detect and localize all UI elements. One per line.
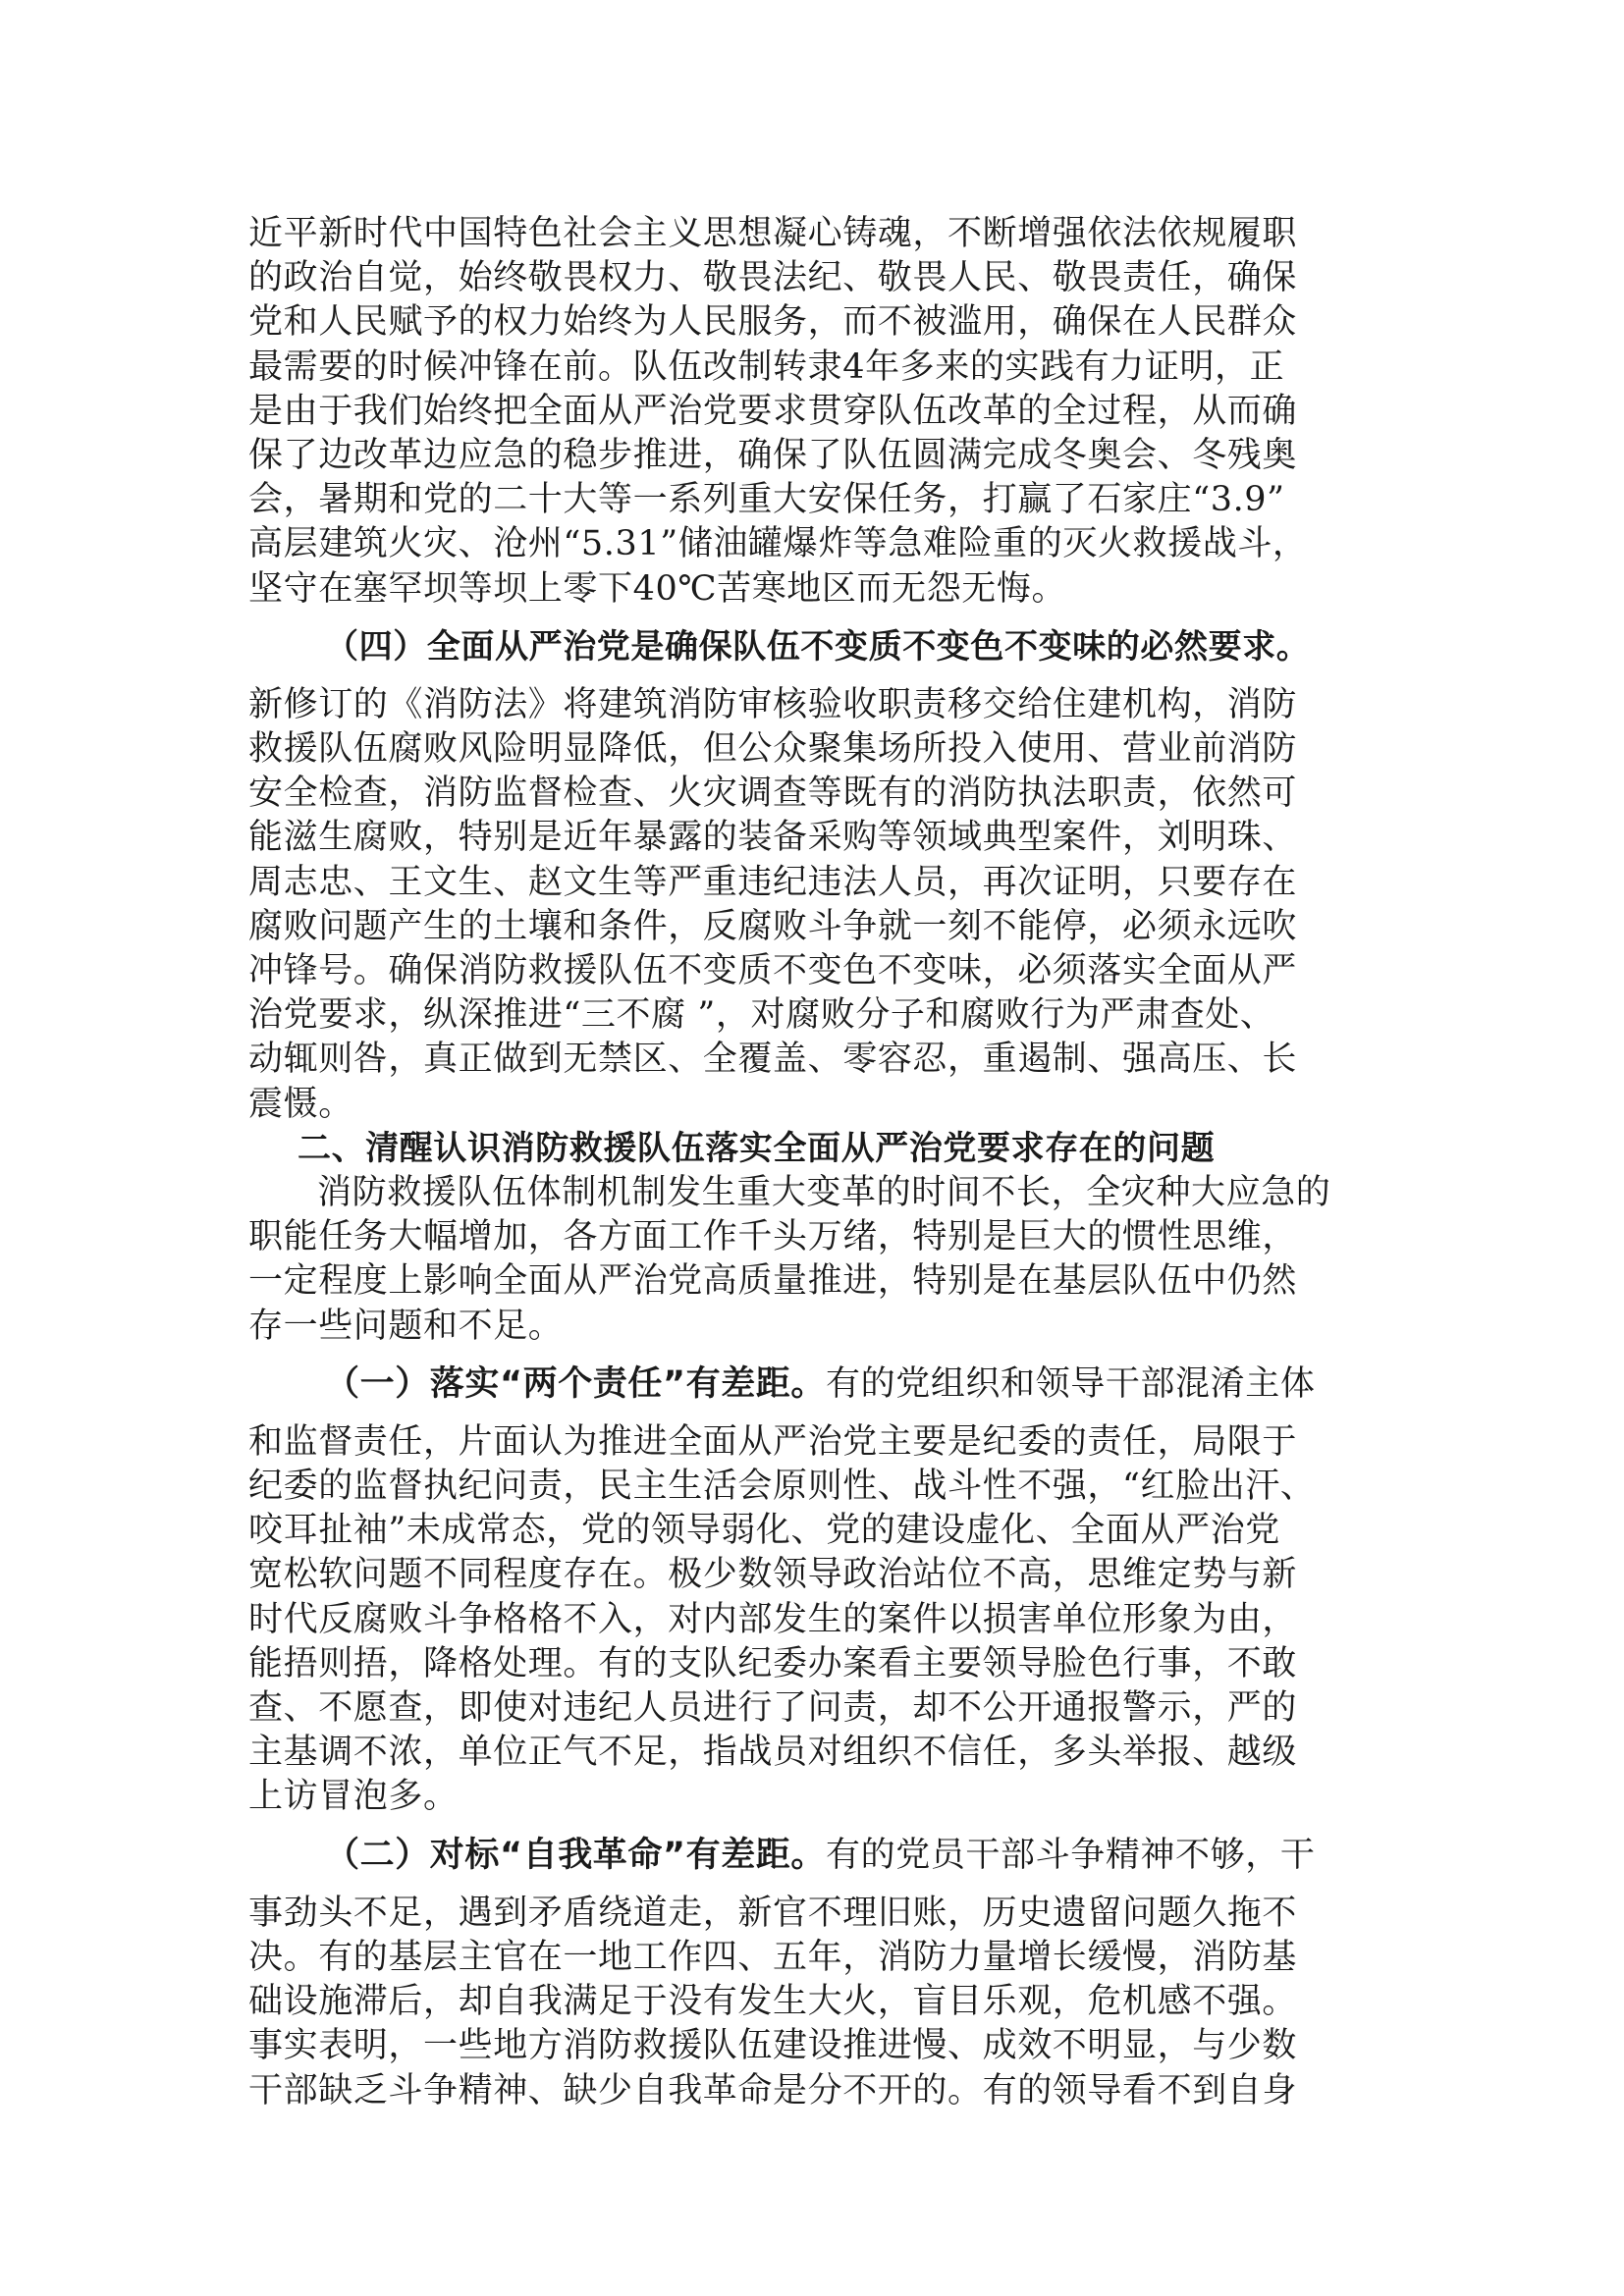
item-one-lead (248, 1362, 1385, 1407)
paragraph-line: 纪委的监督执纪问责，民主生活会原则性、战斗性不强，“红脸出汗、 (248, 1467, 1316, 1507)
paragraph-line: 的政治自觉，始终敬畏权力、敬畏法纪、敬畏人民、敬畏责任，确保 (248, 258, 1298, 298)
paragraph-line: 职能任务大幅增加，各方面工作千头万绪，特别是巨大的惯性思维， (248, 1217, 1298, 1257)
paragraph-line: 事实表明，一些地方消防救援队伍建设推进慢、成效不明显，与少数 (248, 2026, 1298, 2066)
item-two-lead-text: 有的党员干部斗争精神不够，干 (826, 1835, 1316, 1875)
paragraph-line: 震慑。 (248, 1084, 353, 1124)
section-continue (248, 212, 1385, 612)
item-two-heading: （二）对标“自我革命”有差距。 (325, 1835, 827, 1875)
item-one-body (248, 1420, 1385, 1820)
part-two-heading: 二、清醒认识消防救援队伍落实全面从严治党要求存在的问题 (298, 1128, 1216, 1168)
paragraph-line: 决。有的基层主官在一地工作四、五年，消防力量增长缓慢，消防基 (248, 1937, 1298, 1977)
paragraph-line: 党和人民赋予的权力始终为人民服务，而不被滥用，确保在人民群众 (248, 302, 1298, 343)
paragraph-line: 础设施滞后，却自我满足于没有发生大火，盲目乐观，危机感不强。 (248, 1982, 1298, 2022)
paragraph-line: 周志忠、王文生、赵文生等严重违纪违法人员，再次证明，只要存在 (248, 862, 1298, 902)
paragraph-line: 近平新时代中国特色社会主义思想凝心铸魂，不断增强依法依规履职 (248, 214, 1298, 253)
paragraph-line: 干部缺乏斗争精神、缺少自我革命是分不开的。有的领导看不到自身 (248, 2070, 1298, 2110)
paragraph-line: 坚守在塞罕坝等坝上零下40℃苦寒地区而无怨无悔。 (248, 568, 1067, 609)
section-four-body (248, 683, 1385, 1127)
paragraph-line: 时代反腐败斗争格格不入，对内部发生的案件以损害单位形象为由， (248, 1599, 1298, 1639)
paragraph-line: 能滋生腐败，特别是近年暴露的装备采购等领域典型案件，刘明珠、 (248, 818, 1298, 858)
paragraph-line: 腐败问题产生的土壤和条件，反腐败斗争就一刻不能停，必须永远吹 (248, 906, 1298, 946)
part-two-body (248, 1171, 1385, 1349)
paragraph-line: 保了边改革边应急的稳步推进，确保了队伍圆满完成冬奥会、冬残奥 (248, 435, 1298, 475)
paragraph-line: 和监督责任，片面认为推进全面从严治党主要是纪委的责任，局限于 (248, 1421, 1298, 1462)
item-one-heading: （一）落实“两个责任”有差距。 (325, 1363, 827, 1404)
paragraph-line: 动辄则咎，真正做到无禁区、全覆盖、零容忍，重遏制、强高压、长 (248, 1040, 1298, 1080)
paragraph-line: 查、不愿查，即使对违纪人员进行了问责，却不公开通报警示，严的 (248, 1688, 1298, 1728)
item-two-body (248, 1892, 1385, 2113)
paragraph-line: 主基调不浓，单位正气不足，指战员对组织不信任，多头举报、越级 (248, 1733, 1298, 1773)
paragraph-line: 治党要求，纵深推进“三不腐 ”，对腐败分子和腐败行为严肃查处、 (248, 995, 1275, 1036)
paragraph-line: 一定程度上影响全面从严治党高质量推进，特别是在基层队伍中仍然 (248, 1261, 1298, 1302)
section-four-heading: （四）全面从严治党是确保队伍不变质不变色不变味的必然要求。 (325, 626, 1311, 667)
paragraph-line: 宽松软问题不同程度存在。极少数领导政治站位不高，思维定势与新 (248, 1555, 1298, 1595)
paragraph-line: 安全检查，消防监督检查、火灾调查等既有的消防执法职责，依然可 (248, 774, 1298, 814)
paragraph-line: 咬耳扯袖”未成常态，党的领导弱化、党的建设虚化、全面从严治党 (248, 1511, 1280, 1551)
paragraph-line: 是由于我们始终把全面从严治党要求贯穿队伍改革的全过程，从而确 (248, 391, 1298, 431)
item-one-lead-text: 有的党组织和领导干部混淆主体 (826, 1363, 1316, 1404)
paragraph-line: 存一些问题和不足。 (248, 1306, 564, 1346)
document-page (248, 212, 1385, 2113)
paragraph-line: 会，暑期和党的二十大等一系列重大安保任务，打赢了石家庄“3.9” (248, 480, 1285, 520)
paragraph-line: 救援队伍腐败风险明显降低，但公众聚集场所投入使用、营业前消防 (248, 729, 1298, 770)
item-two-lead (248, 1834, 1385, 1878)
paragraph-line: 消防救援队伍体制机制发生重大变革的时间不长，全灾种大应急的 (317, 1172, 1331, 1212)
paragraph-line: 高层建筑火灾、沧州“5.31”储油罐爆炸等急难险重的灭火救援战斗， (248, 524, 1308, 564)
paragraph-line: 新修订的《消防法》将建筑消防审核验收职责移交给住建机构，消防 (248, 684, 1298, 724)
paragraph-line: 冲锋号。确保消防救援队伍不变质不变色不变味，必须落实全面从严 (248, 951, 1298, 990)
paragraph-line: 能捂则捂，降格处理。有的支队纪委办案看主要领导脸色行事，不敢 (248, 1643, 1298, 1683)
paragraph-line: 上访冒泡多。 (248, 1777, 459, 1817)
paragraph-line: 最需要的时候冲锋在前。队伍改制转隶4年多来的实践有力证明，正 (248, 347, 1285, 387)
paragraph-line: 事劲头不足，遇到矛盾绕道走，新官不理旧账，历史遗留问题久拖不 (248, 1893, 1298, 1933)
